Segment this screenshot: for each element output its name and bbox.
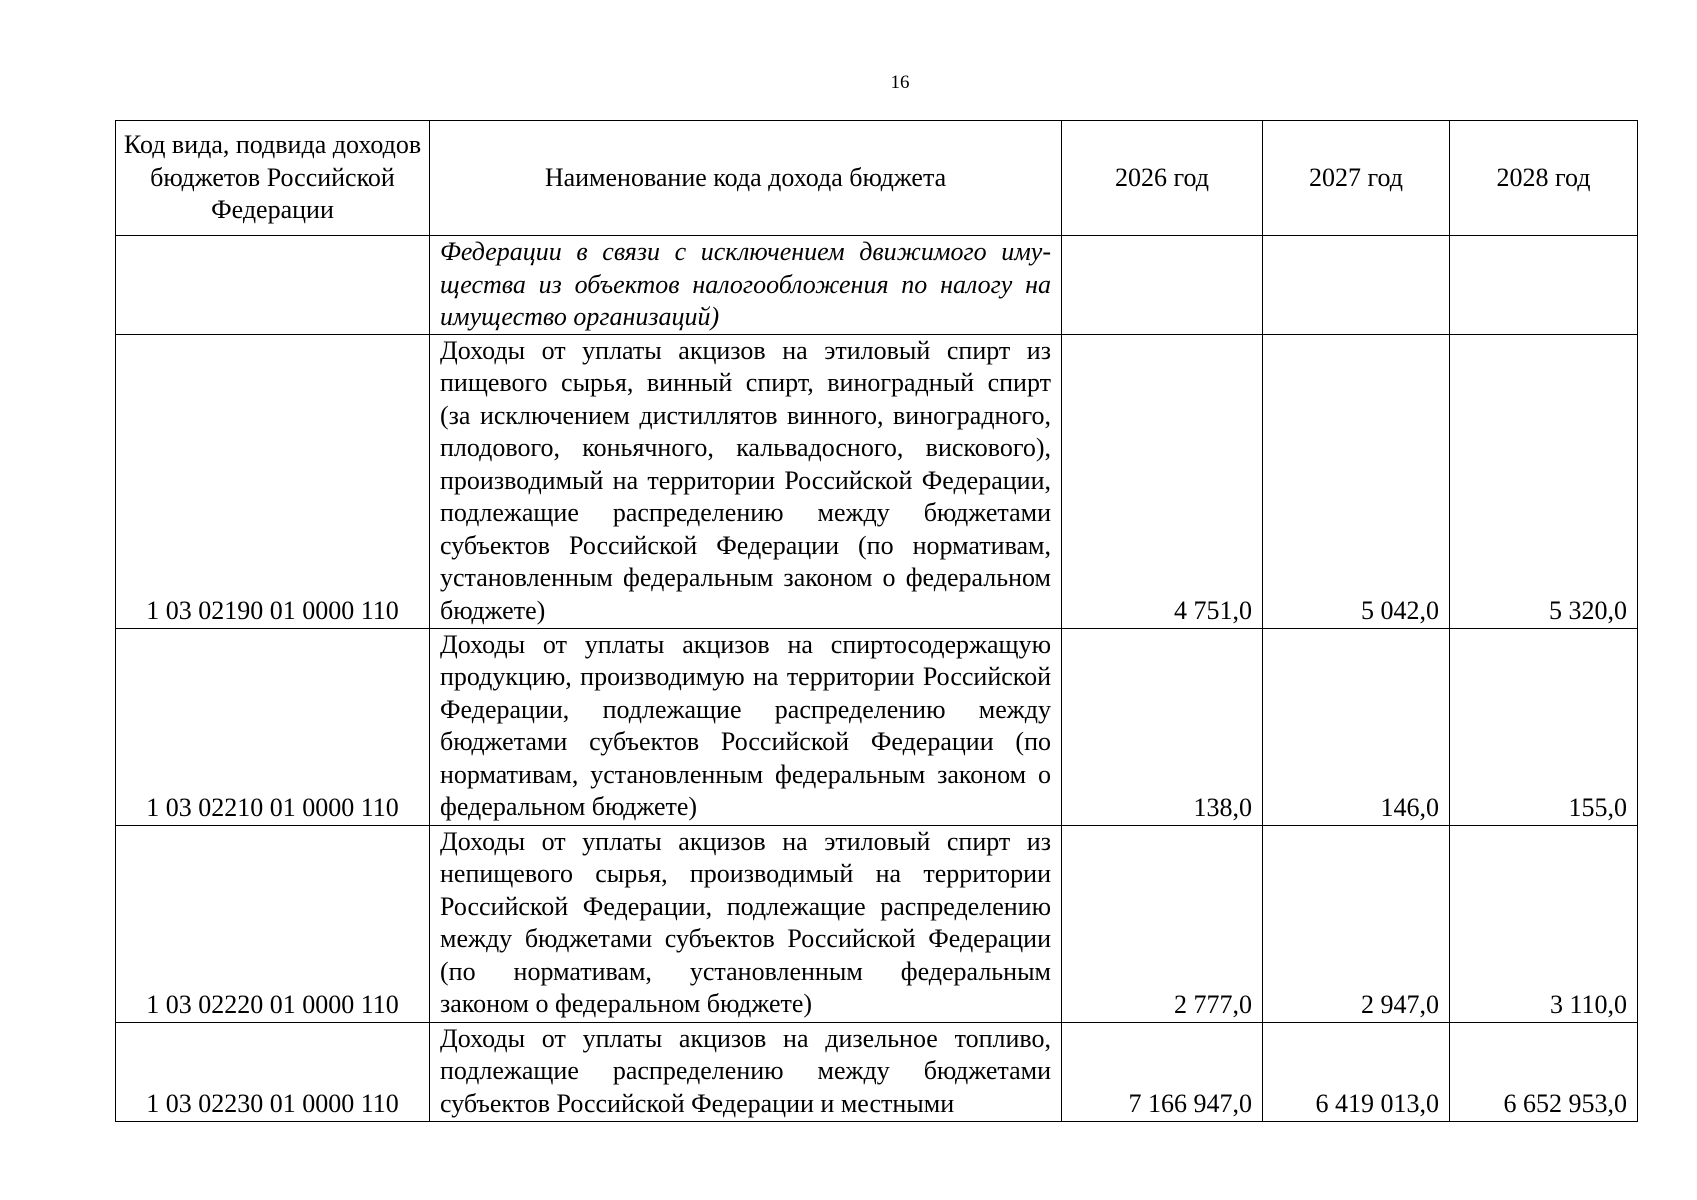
table-row [116,1022,1638,1121]
header-2027: 2027 год [1263,121,1450,236]
cell-name: Федерации в связи с исключением движимого имущества из объектов налогообложения по налогу на имущество организаций) [430,236,1062,335]
table-row-continuation [116,236,1638,335]
table-row [116,825,1638,1022]
cell-2027: 6 419 013,0 [1263,1022,1450,1121]
table-header-row [116,121,1638,236]
cell-code: 1 03 02190 01 0000 110 [116,334,430,628]
table-row [116,334,1638,628]
cell-2026: 4 751,0 [1062,334,1263,628]
cell-code: 1 03 02220 01 0000 110 [116,825,430,1022]
header-2028: 2028 год [1450,121,1638,236]
cell-2028 [1450,236,1638,335]
cell-2027: 5 042,0 [1263,334,1450,628]
cell-code: 1 03 02230 01 0000 110 [116,1022,430,1121]
cell-name: Доходы от уплаты акцизов на этиловый спирт из непищевого сырья, производимый на территории Российской Федерации, подлежащие распределению между бюджетами субъектов Российской Федерации (по нормативам, установленным федеральным законом о федеральном бюджете) [430,825,1062,1022]
cell-2026: 2 777,0 [1062,825,1263,1022]
cell-2026: 7 166 947,0 [1062,1022,1263,1121]
cell-name: Доходы от уплаты акцизов на дизельное топливо, подлежащие распределению между бюджетами субъектов Российской Федерации и местными [430,1022,1062,1121]
cell-2026: 138,0 [1062,628,1263,825]
page-number: 16 [890,72,910,93]
cell-2027: 2 947,0 [1263,825,1450,1022]
header-2026: 2026 год [1062,121,1263,236]
table-row [116,628,1638,825]
cell-2028: 6 652 953,0 [1450,1022,1638,1121]
cell-2028: 5 320,0 [1450,334,1638,628]
cell-name: Доходы от уплаты акцизов на этиловый спирт из пищевого сырья, винный спирт, виноградный спирт (за исключением дистиллятов винного, виноградного, плодового, коньячного, кальвадосного, вискового), производимый на территории Российской Федерации, подлежащие распределению между бюджетами субъектов Российской Федерации (по нормативам, установленным федеральным законом о федеральном бюджете) [430,334,1062,628]
cell-code [116,236,430,335]
cell-name: Доходы от уплаты акцизов на спиртосодержащую продукцию, производимую на территории Российской Федерации, подлежащие распределению между бюджетами субъектов Российской Федерации (по нормативам, установленным федеральным законом о федеральном бюджете) [430,628,1062,825]
cell-2028: 3 110,0 [1450,825,1638,1022]
cell-2027: 146,0 [1263,628,1450,825]
cell-code: 1 03 02210 01 0000 110 [116,628,430,825]
cell-2027 [1263,236,1450,335]
revenue-table [115,120,1638,1122]
header-code: Код вида, подвида доходов бюджетов Российской Федерации [116,121,430,236]
cell-2028: 155,0 [1450,628,1638,825]
cell-2026 [1062,236,1263,335]
header-name: Наименование кода дохода бюджета [430,121,1062,236]
